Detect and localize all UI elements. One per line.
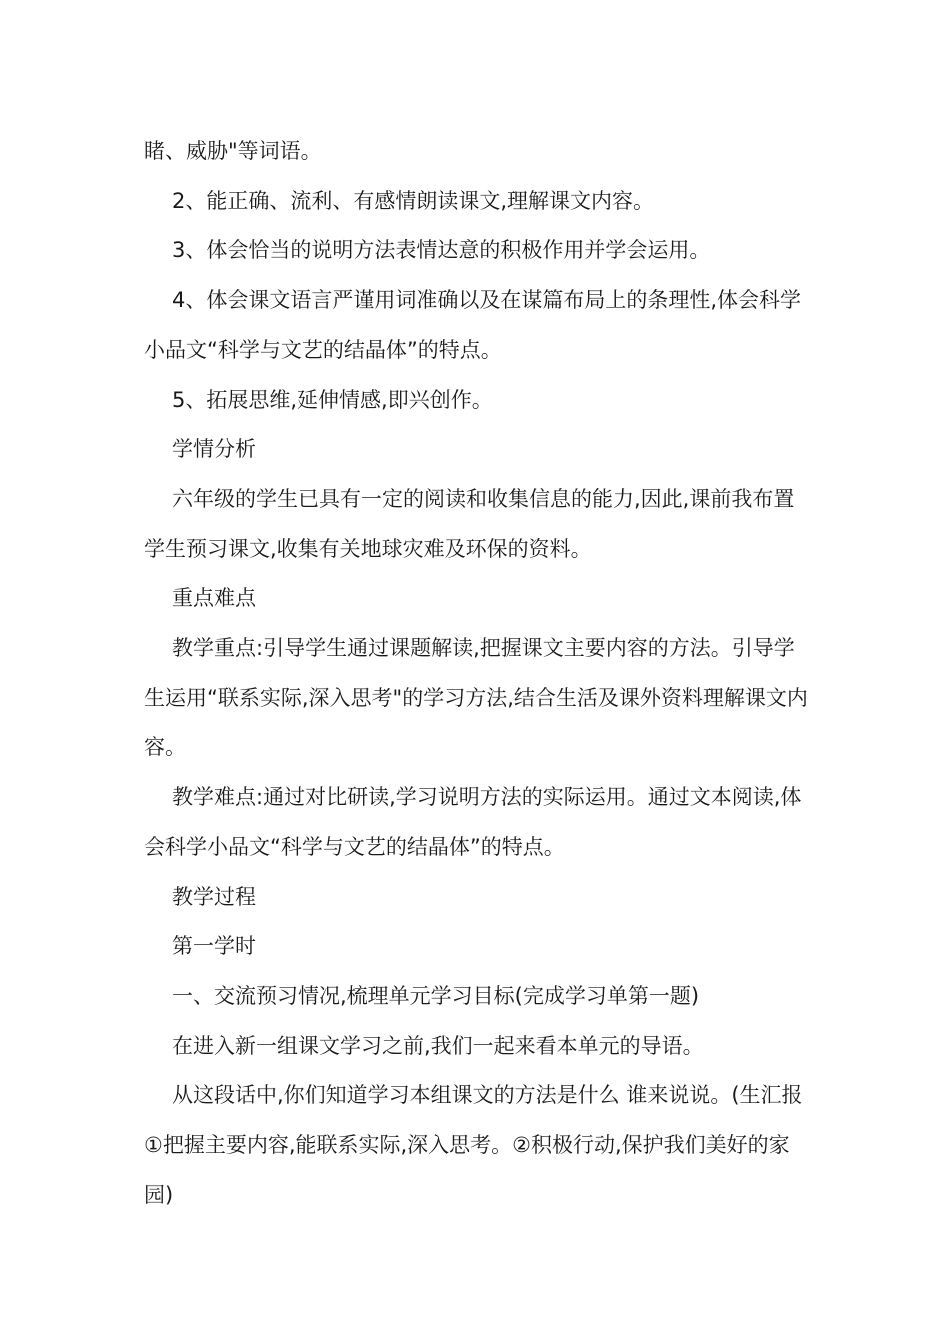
paragraph-vocabulary-continuation: 睹、威胁"等词语。	[144, 139, 322, 163]
heading-key-difficulties: 重点难点	[172, 586, 256, 611]
heading-teaching-process: 教学过程	[172, 884, 256, 909]
paragraph-objective-4: 4、体会课文语言严谨用词准确以及在谋篇布局上的条理性,体会科学小品文“科学与文艺的结晶体”的特点。	[144, 288, 802, 362]
paragraph-teaching-difficulty: 教学难点:通过对比研读,学习说明方法的实际运用。通过文本阅读,体会科学小品文“科学与文艺的结晶体”的特点。	[144, 785, 802, 859]
document-body	[144, 127, 808, 1220]
heading-first-lesson: 第一学时	[172, 934, 256, 959]
paragraph-unit-intro: 在进入新一组课文学习之前,我们一起来看本单元的导语。	[172, 1033, 704, 1058]
paragraph-objective-3: 3、体会恰当的说明方法表情达意的积极作用并学会运用。	[172, 238, 711, 263]
paragraph-step-one: 一、交流预习情况,梳理单元学习目标(完成学习单第一题)	[172, 983, 700, 1008]
heading-student-analysis: 学情分析	[172, 437, 256, 462]
paragraph-objective-2: 2、能正确、流利、有感情朗读课文,理解课文内容。	[172, 188, 655, 213]
paragraph-teaching-focus: 教学重点:引导学生通过课题解读,把握课文主要内容的方法。引导学生运用“联系实际,深入思考"的学习方法,结合生活及课外资料理解课文内容。	[144, 636, 808, 760]
paragraph-discussion: 从这段话中,你们知道学习本组课文的方法是什么 谁来说说。(生汇报①把握主要内容,能联系实际,深入思考。②积极行动,保护我们美好的家园)	[144, 1083, 803, 1207]
paragraph-objective-5: 5、拓展思维,延伸情感,即兴创作。	[172, 387, 493, 412]
paragraph-student-analysis: 六年级的学生已具有一定的阅读和收集信息的能力,因此,课前我布置学生预习课文,收集有关地球灾难及环保的资料。	[144, 486, 795, 561]
